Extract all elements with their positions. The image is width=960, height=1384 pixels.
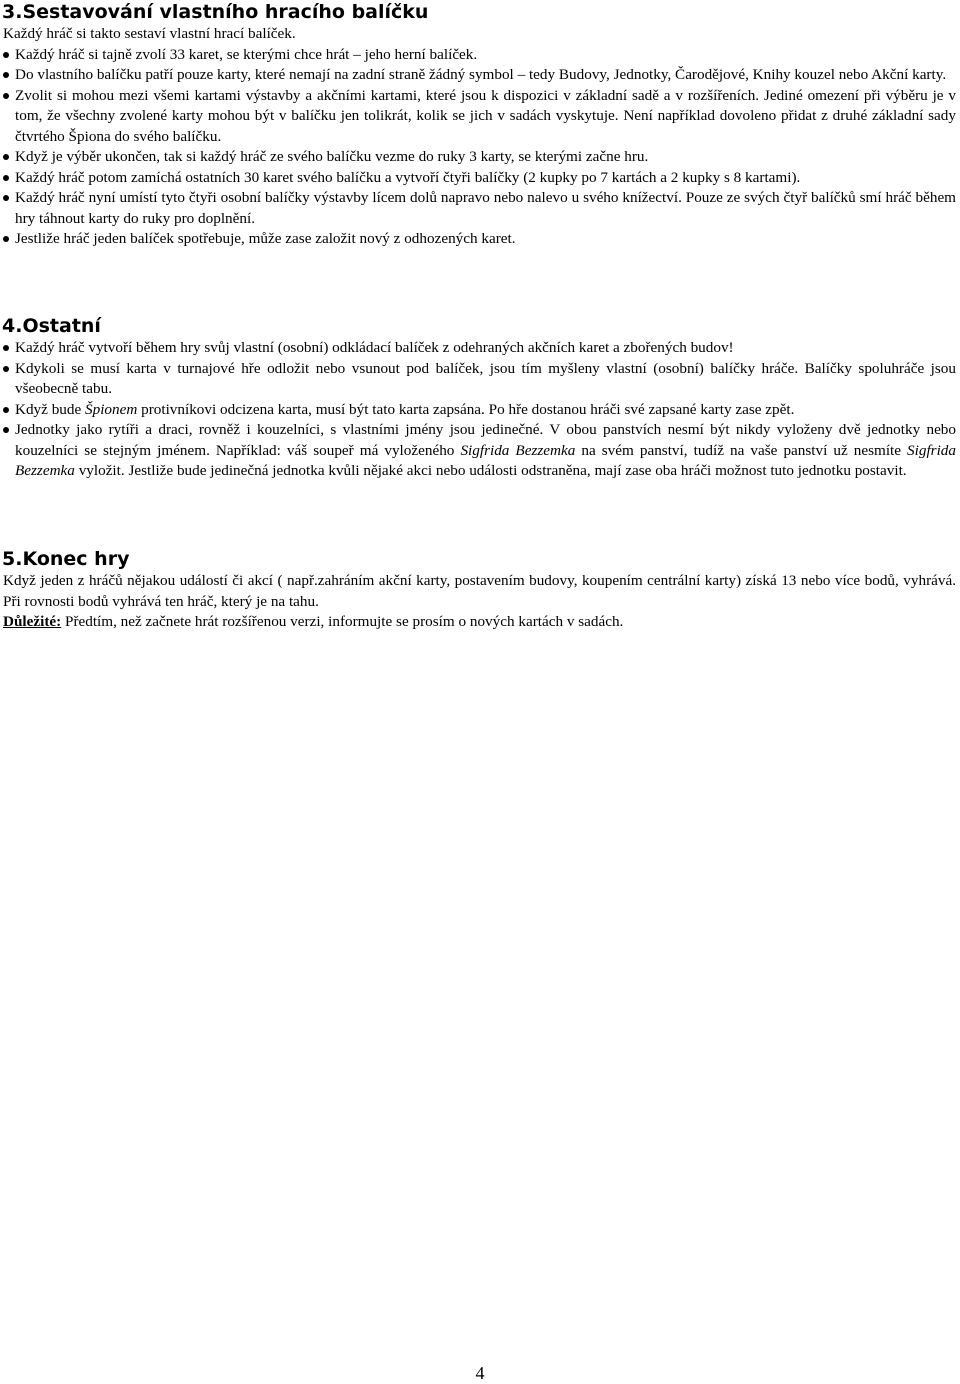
text-segment: Zvolit si mohou mezi všemi kartami výstavby a akčními kartami, které jsou k dispozici v základní sadě a v rozšířeních. Jediné omezení při výběru je v tom, že všechny zvolené karty mohou být v balíčku jen tolikrát, kolik se jich v sadách vyskytuje. Není například dovoleno přidat z druhé základní sady čtvrtého Špiona do svého balíčku. bbox=[15, 86, 956, 145]
list-item-text bbox=[15, 230, 516, 247]
bullet-icon bbox=[3, 93, 9, 99]
text-segment: Jestliže hráč jeden balíček spotřebuje, může zase založit nový z odhozených karet. bbox=[15, 230, 516, 247]
section-deck-building bbox=[0, 0, 960, 250]
text-segment: protivníkovi odcizena karta, musí být tato karta zapsána. Po hře dostanou hráči své zapsané karty zase zpět. bbox=[137, 400, 795, 418]
bullet-icon bbox=[3, 236, 9, 242]
list-item-text bbox=[15, 148, 648, 165]
italic-text-segment: Špionem bbox=[85, 400, 138, 418]
list-item bbox=[15, 147, 956, 168]
text-segment: Kdykoli se musí karta v turnajové hře odložit nebo vsunout pod balíček, jsou tím myšleny vlastní (osobní) balíčky hráče. Balíčky spoluhráče jsou všeobecně tabu. bbox=[15, 359, 956, 397]
text-segment: Jednotky jako rytíři a draci, rovněž i kouzelníci, s vlastními jmény jsou jedinečné. V obou panstvích nesmí být nikdy vyloženy dvě jednotky nebo kouzelníci se stejným jménem. Například: váš soupeř má vyloženého bbox=[15, 421, 956, 459]
bullet-icon bbox=[3, 72, 9, 78]
section-game-end bbox=[0, 547, 960, 633]
list-item bbox=[15, 229, 956, 250]
list-item-text bbox=[15, 401, 794, 418]
list-item-text bbox=[15, 87, 956, 145]
list-item bbox=[15, 45, 956, 66]
paragraph bbox=[3, 571, 956, 612]
text-segment: Do vlastního balíčku patří pouze karty, které nemají na zadní straně žádný symbol – tedy Budovy, Jednotky, Čarodějové, Knihy kouzel nebo Akční karty. bbox=[15, 66, 947, 83]
bold-text-segment: Důležité: bbox=[3, 613, 62, 630]
list-item-text bbox=[15, 339, 734, 356]
list-item bbox=[15, 400, 956, 421]
bullet-list bbox=[0, 45, 960, 250]
text-segment: vyložit. Jestliže bude jedinečná jednotka kvůli nějaké akci nebo události odstraněna, mají zase oba hráči možnost tuto jednotku postavit. bbox=[74, 462, 907, 479]
list-item bbox=[15, 359, 956, 400]
section-number: 3. bbox=[2, 1, 23, 23]
important-note-text bbox=[3, 613, 623, 630]
list-item bbox=[15, 188, 956, 229]
paragraph-text bbox=[3, 572, 956, 610]
list-item bbox=[15, 338, 956, 359]
text-segment: Každý hráč vytvoří během hry svůj vlastní (osobní) odkládací balíček z odehraných akčních karet a zbořených budov! bbox=[15, 339, 734, 356]
text-segment: Předtím, než začnete hrát rozšířenou verzi, informujte se prosím o nových kartách v sadách. bbox=[61, 613, 624, 630]
text-segment: Když bude bbox=[15, 400, 86, 418]
section-heading bbox=[2, 547, 960, 571]
italic-text-segment: Sigfrida Bezzemka bbox=[15, 441, 956, 479]
section-heading bbox=[2, 314, 960, 338]
bullet-icon bbox=[3, 407, 9, 413]
list-item bbox=[15, 86, 956, 148]
text-segment: na svém panství, tudíž na vaše panství už nesmíte bbox=[575, 441, 908, 459]
section-number: 4. bbox=[2, 315, 23, 337]
list-item-text bbox=[15, 66, 946, 83]
section-title: Sestavování vlastního hracího balíčku bbox=[22, 1, 429, 23]
bullet-icon bbox=[3, 195, 9, 201]
list-item-text bbox=[15, 169, 800, 186]
section-heading bbox=[2, 0, 960, 24]
bullet-icon bbox=[3, 366, 9, 372]
list-item-text bbox=[15, 360, 956, 398]
list-item-text bbox=[15, 421, 956, 479]
section-title: Ostatní bbox=[22, 315, 101, 337]
list-item bbox=[15, 168, 956, 189]
italic-text-segment: Sigfrida Bezzemka bbox=[460, 441, 576, 459]
list-item bbox=[15, 420, 956, 482]
list-item bbox=[15, 65, 956, 86]
bullet-list bbox=[0, 338, 960, 482]
text-segment: Když je výběr ukončen, tak si každý hráč ze svého balíčku vezme do ruky 3 karty, se kterými začne hru. bbox=[15, 148, 649, 165]
page-number: 4 bbox=[475, 1363, 485, 1383]
section-intro: Každý hráč si takto sestaví vlastní hrací balíček. bbox=[3, 25, 296, 42]
section-other bbox=[0, 314, 960, 482]
bullet-icon bbox=[3, 427, 9, 433]
text-segment: Každý hráč potom zamíchá ostatních 30 karet svého balíčku a vytvoří čtyři balíčky (2 kupky po 7 kartách a 2 kupky s 8 kartami). bbox=[15, 168, 801, 186]
bullet-icon bbox=[3, 175, 9, 181]
text-segment: Když jeden z hráčů nějakou událostí či akcí ( např.zahráním akční karty, postavením budovy, koupením centrální karty) získá 13 nebo více bodů, vyhrává. Při rovnosti bodů vyhrává ten hráč, který je na tahu. bbox=[3, 572, 956, 610]
list-item-text bbox=[15, 189, 956, 227]
bullet-icon bbox=[3, 52, 9, 58]
text-segment: Každý hráč nyní umístí tyto čtyři osobní balíčky výstavby lícem dolů napravo nebo nalevo u svého knížectví. Pouze ze svých čtyř balíčků smí hráč během hry táhnout karty do ruky pro doplnění. bbox=[15, 189, 956, 227]
text-segment: Každý hráč si tajně zvolí 33 karet, se kterými chce hrát – jeho herní balíček. bbox=[15, 45, 478, 63]
section-title: Konec hry bbox=[22, 548, 130, 570]
important-note bbox=[3, 612, 956, 633]
bullet-icon bbox=[3, 345, 9, 351]
bullet-icon bbox=[3, 154, 9, 160]
list-item-text bbox=[15, 46, 477, 63]
section-number: 5. bbox=[2, 548, 23, 570]
